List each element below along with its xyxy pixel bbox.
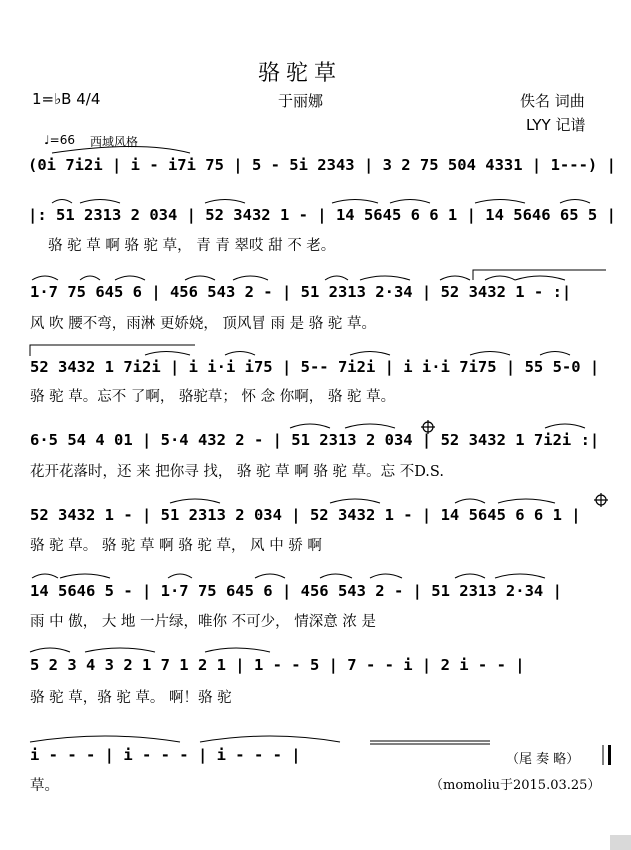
system-9-notes: i - - - | i - - - | i - - - |: [30, 746, 301, 764]
slur: [60, 574, 110, 578]
slur: [325, 276, 348, 280]
slur: [80, 276, 100, 280]
credits-music: 佚名 词曲: [520, 92, 585, 110]
system-6-notes: 52 3432 1 - | 51 2313 2 034 | 52 3432 1 - | 14 5645 6 6 1 |: [30, 506, 581, 524]
final-barline: [608, 745, 611, 765]
song-title: 骆驼草: [258, 61, 343, 86]
system-7-lyrics: 雨 中 傲， 大 地 一片绿，唯你 不可少， 情深意 浓 是: [30, 614, 376, 630]
key-signature: 1=♭B 4/4: [32, 90, 101, 108]
system-3-lyrics: 风 吹 腰不弯，雨淋 更娇娆， 顶风冒 雨 是 骆 驼 草。: [30, 316, 376, 332]
slur: [470, 352, 510, 356]
system-8-lyrics: 骆 驼 草，骆 驼 草。 啊！骆 驼: [30, 690, 232, 706]
system-3-notes: 1·7 75 645 6 | 456 543 2 - | 51 2313 2·34 | 52 3432 1 - :|: [30, 283, 572, 301]
system-1-notes: (0i 7i2i | i - i7i 75 | 5 - 5i 2343 | 3 2 75 504 4331 | 1---) |: [28, 156, 616, 174]
slur: [85, 648, 155, 652]
slur: [32, 574, 58, 578]
slur: [330, 499, 380, 503]
slur: [498, 499, 555, 503]
slur: [475, 200, 525, 204]
scan-corner: [610, 835, 631, 850]
system-2-notes: |: 51 2313 2 034 | 52 3432 1 - | 14 5645 6 6 1 | 14 5646 65 5 |: [28, 206, 616, 224]
system-5-notes: 6·5 54 4 01 | 5·4 432 2 - | 51 2313 2 034 | 52 3432 1 7i2i :|: [30, 431, 600, 449]
volta-2-bracket: [30, 345, 195, 356]
style-marking: 西域风格: [90, 135, 139, 149]
slur: [170, 499, 220, 503]
slur-intro: [52, 147, 190, 154]
slur: [233, 276, 268, 280]
slur: [345, 424, 395, 428]
slur: [32, 276, 58, 280]
slur: [485, 276, 515, 280]
slur: [350, 352, 390, 356]
slur: [455, 574, 485, 578]
system-8-notes: 5 2 3 4 3 2 1 7 1 2 1 | 1 - - 5 | 7 - - i | 2 i - - |: [30, 656, 525, 674]
credits-score: LYY 记谱: [526, 116, 586, 134]
slur: [30, 736, 180, 742]
slur: [390, 200, 430, 204]
system-4-lyrics: 骆 驼 草。忘不 了啊， 骆驼草； 怀 念 你啊， 骆 驼 草。: [30, 389, 396, 405]
system-4-notes: 52 3432 1 7i2i | i i·i i75 | 5-- 7i2i | i i·i 7i75 | 55 5-0 |: [30, 358, 600, 376]
slur: [185, 276, 215, 280]
slur: [52, 200, 72, 204]
slur: [455, 499, 485, 503]
slur: [545, 424, 585, 428]
slur: [168, 574, 192, 578]
system-9-lyrics: 草。: [30, 778, 59, 794]
slur: [290, 424, 330, 428]
slur: [540, 352, 570, 356]
slur: [225, 352, 255, 356]
system-5-lyrics: 花开花落时，还 来 把你寻 找， 骆 驼 草 啊 骆 驼 草。忘 不D.S.: [30, 464, 444, 480]
slur: [200, 736, 340, 742]
system-6-lyrics: 骆 驼 草。 骆 驼 草 啊 骆 驼 草， 风 中 骄 啊: [30, 538, 322, 554]
tempo-marking: ♩=66: [44, 133, 75, 147]
slur: [205, 200, 245, 204]
slur: [495, 574, 545, 578]
slur: [332, 200, 378, 204]
slur: [115, 276, 145, 280]
slur: [560, 200, 590, 204]
slur: [255, 574, 285, 578]
slur: [440, 276, 470, 280]
volta-1-bracket: [473, 270, 606, 280]
system-2-lyrics: 骆 驼 草 啊 骆 驼 草， 青 青 翠哎 甜 不 老。: [48, 238, 336, 254]
singer-name: 于丽娜: [278, 92, 324, 110]
slur: [30, 648, 70, 652]
system-7-notes: 14 5646 5 - | 1·7 75 645 6 | 456 543 2 - | 51 2313 2·34 |: [30, 582, 562, 600]
hairpin: [370, 741, 490, 744]
outro-note: （尾 奏 略）: [506, 752, 580, 767]
slur: [80, 200, 120, 204]
slur: [515, 276, 565, 280]
slur: [145, 352, 190, 356]
slur: [320, 574, 352, 578]
slur: [360, 276, 410, 280]
transcriber-signature: （momoliu于2015.03.25）: [430, 778, 601, 793]
slur: [370, 574, 402, 578]
slur: [205, 648, 270, 652]
